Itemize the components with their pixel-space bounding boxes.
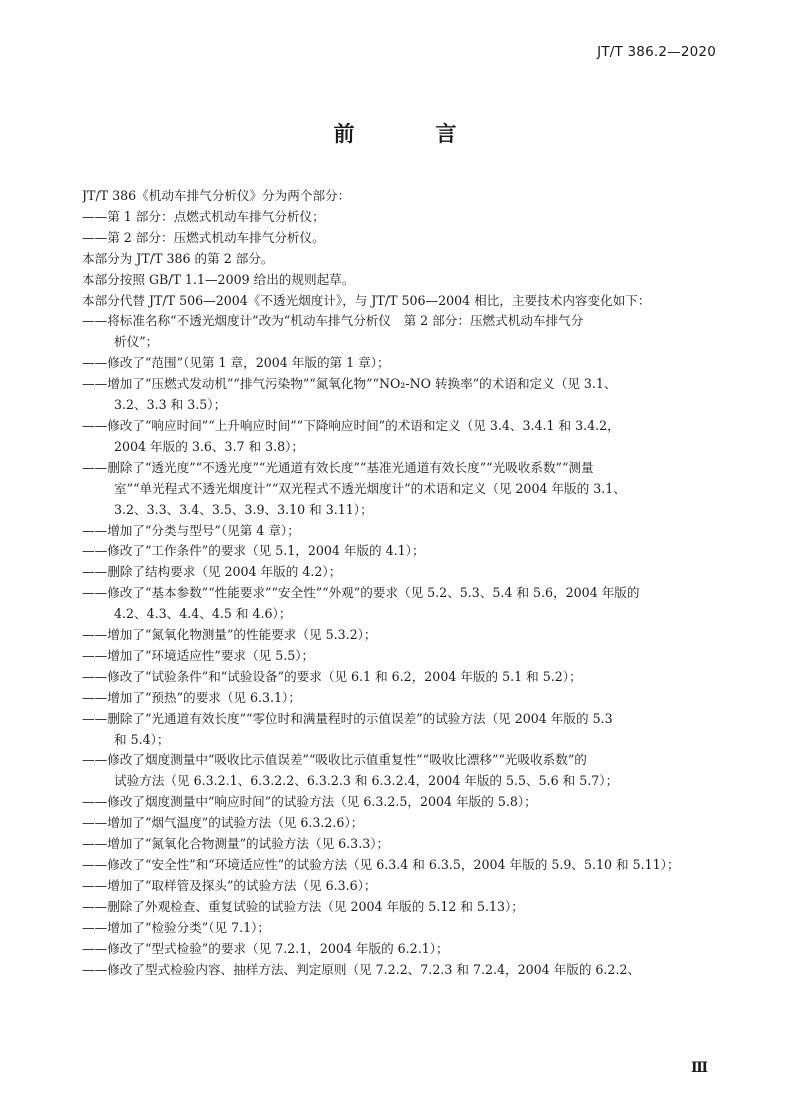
text-line: ——删除了“透光度”“不透光度”“光通道有效长度”“基准光通道有效长度”“光吸收系数”“测量 [82,459,594,475]
text-line: ——将标准名称“不透光烟度计”改为“机动车排气分析仪 第 2 部分：压燃式机动车排气分 [82,313,584,329]
text-line: ——增加了“预热”的要求（见 6.3.1）； [82,689,301,705]
text-line: 3.2、3.3、3.4、3.5、3.9、3.10 和 3.11）； [114,501,373,517]
text-line: 4.2、4.3、4.4、4.5 和 4.6）； [114,606,292,622]
text-line: 析仪”； [114,334,159,350]
text-line: ——修改了“范围”（见第 1 章，2004 年版的第 1 章）； [82,355,390,371]
foreword-body [82,186,722,980]
text-line: 本部分为 JT/T 386 的第 2 部分。 [82,250,274,266]
text-line: ——删除了外观检查、重复试验的试验方法（见 2004 年版的 5.12 和 5.13）； [82,898,524,914]
text-line: JT/T 386《机动车排气分析仪》分为两个部分： [82,188,351,203]
text-line: 本部分代替 JT/T 506—2004《不透光烟度计》，与 JT/T 506—2004 相比，主要技术内容变化如下： [82,292,651,308]
text-line: ——修改了“型式检验”的要求（见 7.2.1，2004 年版的 6.2.1）； [82,940,449,956]
text-line: ——修改了烟度测量中“响应时间”的试验方法（见 6.3.2.5，2004 年版的 5.8）； [82,794,537,810]
page-title: 前 言 [333,122,487,146]
text-line: 3.2、3.3 和 3.5）； [114,397,227,413]
text-line: ——增加了“环境适应性”要求（见 5.5）； [82,647,315,663]
text-line: ——修改了烟度测量中“吸收比示值误差”“吸收比示值重复性”“吸收比漂移”“光吸收系数”的 [82,752,587,768]
text-line: ——增加了“氮氧化合物测量”的试验方法（见 6.3.3）； [82,836,390,852]
text-line: ——修改了“响应时间”“上升响应时间”“下降响应时间”的术语和定义（见 3.4、3.4.1 和 3.4.2， [82,417,620,433]
text-line: ——第 1 部分：点燃式机动车排气分析仪； [82,208,325,224]
text-line: 本部分按照 GB/T 1.1—2009 给出的规则起草。 [82,271,355,287]
text-line: ——增加了“压燃式发动机”“排气污染物”“氮氧化物”“NO₂-NO 转换率”的术语和定义（见 3.1、 [82,376,617,392]
text-line: ——删除了结构要求（见 2004 年版的 4.2）； [82,564,342,580]
text-line: 室”“单光程式不透光烟度计”“双光程式不透光烟度计”的术语和定义（见 2004 年版的 3.1、 [114,480,626,496]
text-line: 和 5.4）； [114,731,170,747]
text-line: 2004 年版的 3.6、3.7 和 3.8）； [114,438,305,454]
text-line: ——增加了“氮氧化物测量”的性能要求（见 5.3.2）； [82,627,377,643]
text-line: ——增加了“烟气温度”的试验方法（见 6.3.2.6）； [82,815,364,831]
text-line: ——修改了型式检验内容、抽样方法、判定原则（见 7.2.2、7.2.3 和 7.2.4，2004 年版的 6.2.2、 [82,961,641,977]
text-line: ——增加了“取样管及探头”的试验方法（见 6.3.6）； [82,877,377,893]
text-line: ——修改了“试验条件”和“试验设备”的要求（见 6.1 和 6.2，2004 年版的 5.1 和 5.2）； [82,668,582,684]
text-line: ——增加了“分类与型号”（见第 4 章）； [82,522,300,538]
text-line: ——第 2 部分：压燃式机动车排气分析仪。 [82,229,325,245]
text-line: ——修改了“工作条件”的要求（见 5.1，2004 年版的 4.1）； [82,543,425,559]
text-line: ——删除了“光通道有效长度”“零位时和满量程时的示值误差”的试验方法（见 2004 年版的 5.3 [82,710,613,726]
text-line: ——修改了“安全性”和“环境适应性”的试验方法（见 6.3.4 和 6.3.5，2004 年版的 5.9、5.10 和 5.11）； [82,857,680,872]
text-line: 试验方法（见 6.3.2.1、6.3.2.2、6.3.2.3 和 6.3.2.4，2004 年版的 5.5、5.6 和 5.7）； [114,773,619,789]
document-code: JT/T 386.2—2020 [597,44,716,60]
text-line: ——增加了“检验分类”（见 7.1）； [82,919,271,935]
page-number: Ⅲ [690,1060,708,1076]
text-line: ——修改了“基本参数”“性能要求”“安全性”“外观”的要求（见 5.2、5.3、5.4 和 5.6，2004 年版的 [82,585,640,601]
